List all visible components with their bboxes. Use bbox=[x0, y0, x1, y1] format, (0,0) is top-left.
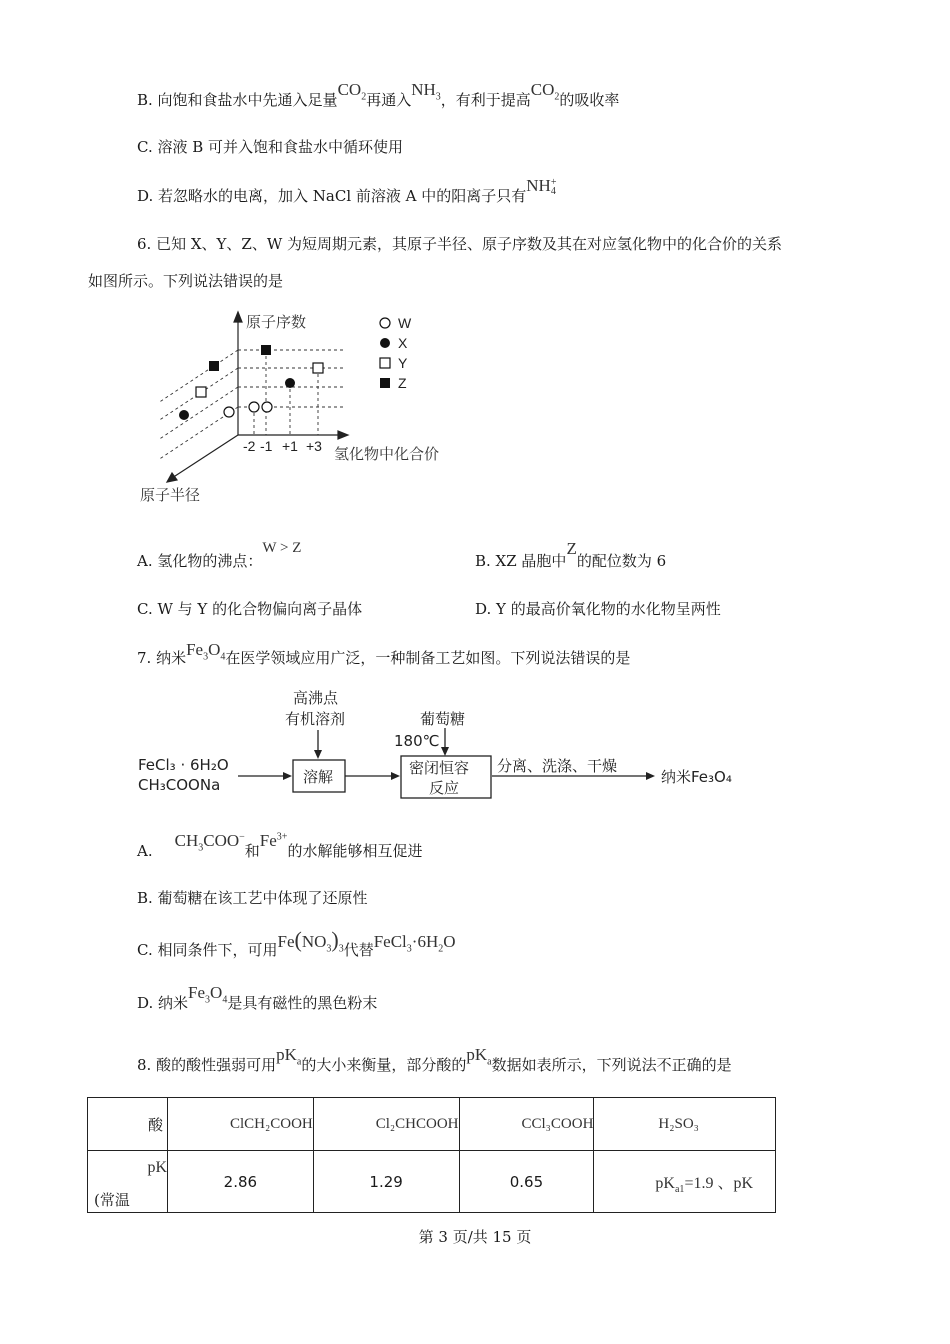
q6-option-d: D. Y 的最高价氧化物的水化物呈两性 bbox=[475, 600, 721, 618]
reaction-label-2: 反应 bbox=[429, 779, 460, 797]
value-cell: $pK_{a1}=1.9$ 、pK bbox=[594, 1151, 776, 1213]
tick-label: +1 bbox=[282, 438, 298, 454]
value-cell: 0.65 bbox=[459, 1151, 594, 1213]
q6-option-c: C. W 与 Y 的化合物偏向离子晶体 bbox=[137, 600, 363, 618]
header-cell: H₂SO₃ bbox=[594, 1098, 776, 1151]
product-label: 纳米Fe₃O₄ bbox=[661, 768, 732, 786]
q6-option-a: A. 氢化物的沸点：W > Z bbox=[137, 540, 302, 570]
reactant-2: CH₃COONa bbox=[138, 776, 221, 794]
glucose-label: 葡萄糖 bbox=[420, 710, 466, 728]
q5-option-d: D. 若忽略水的电离，加入 NaCl 前溶液 A 中的阳离子只有NH+ 4 bbox=[137, 176, 557, 205]
legend-label: X bbox=[398, 335, 408, 351]
legend-label: W bbox=[398, 315, 412, 331]
q6-option-b: B. XZ 晶胞中Z的配位数为 6 bbox=[475, 539, 667, 570]
legend-label: Z bbox=[398, 375, 407, 391]
temperature-label: 180℃ bbox=[394, 732, 440, 750]
marker-x-2 bbox=[179, 410, 189, 420]
q5-option-b: B. 向饱和食盐水中先通入足量$CO_2$再通入$NH_3$，有利于提高$CO_2$的吸收率 bbox=[137, 80, 620, 109]
q7-option-b: B. 葡萄糖在该工艺中体现了还原性 bbox=[137, 889, 368, 907]
tick-label: -1 bbox=[260, 438, 273, 454]
table-row bbox=[88, 1098, 776, 1151]
q6-chart bbox=[130, 308, 460, 508]
tick-label: +3 bbox=[306, 438, 322, 454]
header-cell: 酸 bbox=[88, 1098, 168, 1151]
process-step-label: 分离、洗涤、干燥 bbox=[497, 757, 618, 775]
q7-flowchart bbox=[135, 685, 755, 805]
marker-w-3 bbox=[224, 407, 234, 417]
y-axis-label: 原子序数 bbox=[246, 313, 307, 331]
value-cell: 2.86 bbox=[168, 1151, 314, 1213]
table-row bbox=[88, 1151, 776, 1213]
q6-stem-line1: 6. 已知 X、Y、Z、W 为短周期元素，其原子半径、原子序数及其在对应氢化物中的化合价的关系 bbox=[137, 235, 783, 253]
q8-stem: 8. 酸的酸性强弱可用$pK_a$的大小来衡量，部分酸的$pK_a$数据如表所示，下列说法不正确的是 bbox=[137, 1045, 732, 1074]
pka-table bbox=[87, 1097, 776, 1213]
header-cell: Cl₂CHCOOH bbox=[313, 1098, 459, 1151]
reactant-1: FeCl₃ · 6H₂O bbox=[138, 756, 229, 774]
q7-option-d: D. 纳米$Fe_3O_4$是具有磁性的黑色粉末 bbox=[137, 983, 378, 1012]
marker-w-1 bbox=[249, 402, 259, 412]
solvent-label-1: 高沸点 bbox=[293, 689, 339, 707]
marker-x-1 bbox=[285, 378, 295, 388]
z-axis-label: 原子半径 bbox=[140, 486, 201, 504]
row-label-cell: pK (常温 bbox=[88, 1151, 168, 1213]
tick-label: -2 bbox=[243, 438, 256, 454]
q5-option-c: C. 溶液 B 可并入饱和食盐水中循环使用 bbox=[137, 138, 404, 156]
solvent-label-2: 有机溶剂 bbox=[285, 710, 346, 728]
marker-w-2 bbox=[262, 402, 272, 412]
q7-option-c: C. 相同条件下，可用$Fe(NO_3)_3$代替$FeCl_3\cdot 6H_2O$ bbox=[137, 927, 456, 959]
marker-y-1 bbox=[313, 363, 323, 373]
q6-stem-line2: 如图所示。下列说法错误的是 bbox=[88, 272, 284, 290]
marker-y-2 bbox=[196, 387, 206, 397]
value-cell: 1.29 bbox=[313, 1151, 459, 1213]
header-cell: ClCH₂COOH bbox=[168, 1098, 314, 1151]
legend-label: Y bbox=[398, 355, 408, 371]
page-footer: 第 3 页/共 15 页 bbox=[418, 1228, 532, 1246]
dissolve-label: 溶解 bbox=[303, 768, 334, 786]
x-axis-label: 氢化物中化合价 bbox=[334, 445, 440, 463]
q7-stem: 7. 纳米$Fe_3O_4$在医学领域应用广泛，一种制备工艺如图。下列说法错误的是 bbox=[137, 640, 631, 667]
reaction-label-1: 密闭恒容 bbox=[409, 759, 470, 777]
marker-z-1 bbox=[261, 345, 271, 355]
header-cell: CCl₃COOH bbox=[459, 1098, 594, 1151]
q7-option-a: $A.CH_3COO^-$和$Fe^{3+}$的水解能够相互促进 bbox=[137, 831, 423, 860]
marker-z-2 bbox=[209, 361, 219, 371]
